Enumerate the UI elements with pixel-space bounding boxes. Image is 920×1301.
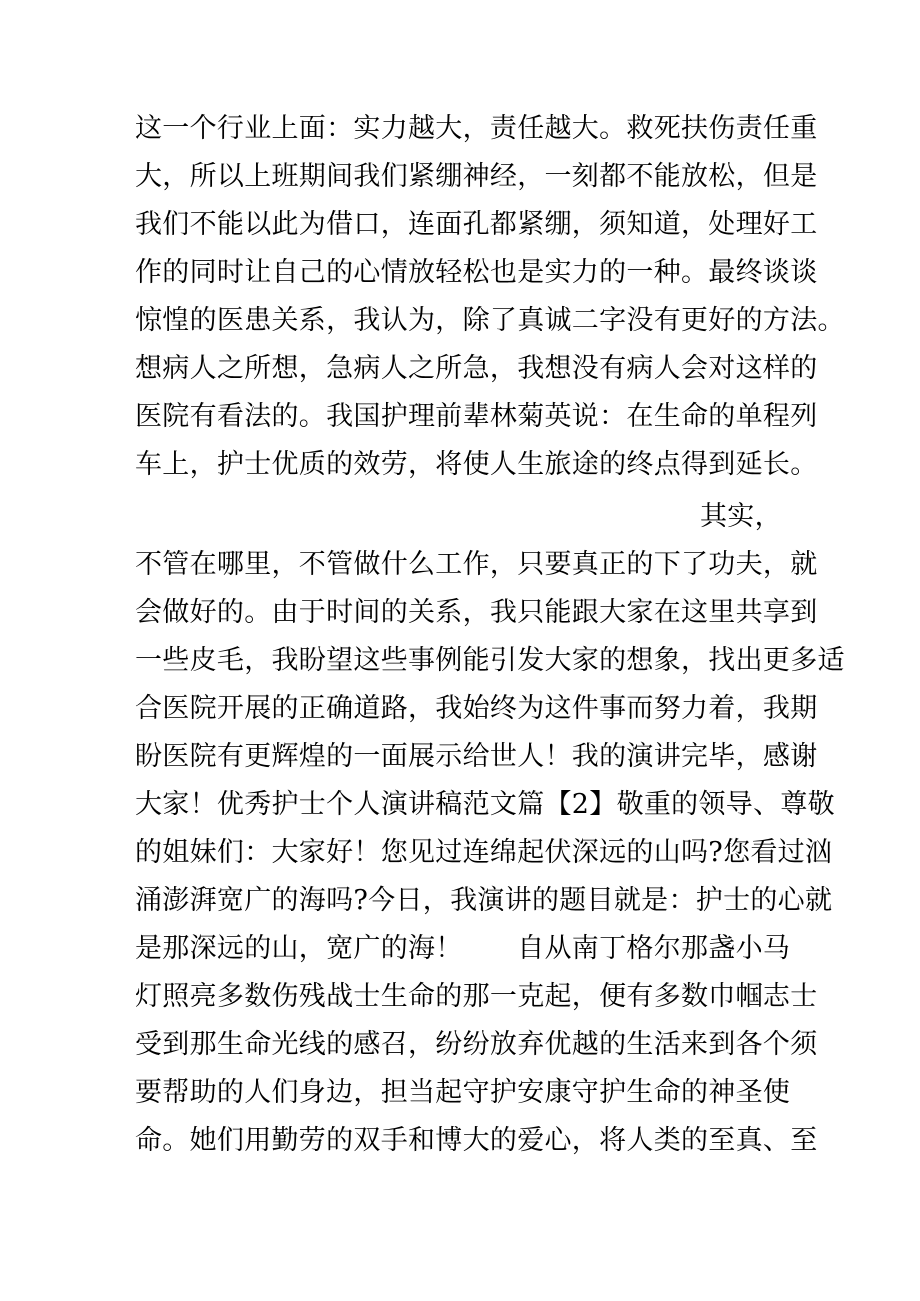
text-line: 合医院开展的正确道路，我始终为这件事而努力着，我期 (135, 693, 818, 724)
text-line: 灯照亮多数伤残战士生命的那一克起，便有多数巾帼志士 (135, 981, 818, 1012)
text-line: 的姐妹们：大家好！您见过连绵起伏深远的山吗?您看过汹 (135, 837, 833, 868)
text-line: 是那深远的山，宽广的海！ 自从南丁格尔那盏小马 (135, 933, 791, 964)
text-line: 这一个行业上面：实力越大，责任越大。救死扶伤责任重 (135, 113, 818, 144)
text-line: 大家！优秀护士个人演讲稿范文篇【2】敬重的领导、尊敬 (135, 789, 835, 820)
text-line: 会做好的。由于时间的关系，我只能跟大家在这里共享到 (135, 597, 818, 628)
text-line: 惊惶的医患关系，我认为，除了真诚二字没有更好的方法。 (135, 305, 845, 336)
text-line: 盼医院有更辉煌的一面展示给世人！我的演讲完毕，感谢 (135, 741, 818, 772)
text-line: 涌澎湃宽广的海吗?今日，我演讲的题目就是：护士的心就 (135, 885, 833, 916)
text-line: 其实， (700, 501, 782, 532)
text-line: 车上，护士优质的效劳，将使人生旅途的终点得到延长。 (135, 449, 818, 480)
text-line: 要帮助的人们身边，担当起守护安康守护生命的神圣使 (135, 1077, 791, 1108)
text-line: 作的同时让自己的心情放轻松也是实力的一种。最终谈谈 (135, 257, 818, 288)
text-line: 想病人之所想，急病人之所急，我想没有病人会对这样的 (135, 353, 818, 384)
text-line: 大，所以上班期间我们紧绷神经，一刻都不能放松，但是 (135, 161, 818, 192)
text-line: 我们不能以此为借口，连面孔都紧绷，须知道，处理好工 (135, 209, 818, 240)
text-line: 一些皮毛，我盼望这些事例能引发大家的想象，找出更多适 (135, 645, 845, 676)
text-line: 不管在哪里，不管做什么工作，只要真正的下了功夫，就 (135, 549, 818, 580)
text-line: 命。她们用勤劳的双手和博大的爱心，将人类的至真、至 (135, 1125, 818, 1156)
text-line: 受到那生命光线的感召，纷纷放弃优越的生活来到各个须 (135, 1029, 818, 1060)
text-line: 医院有看法的。我国护理前辈林菊英说：在生命的单程列 (135, 401, 818, 432)
